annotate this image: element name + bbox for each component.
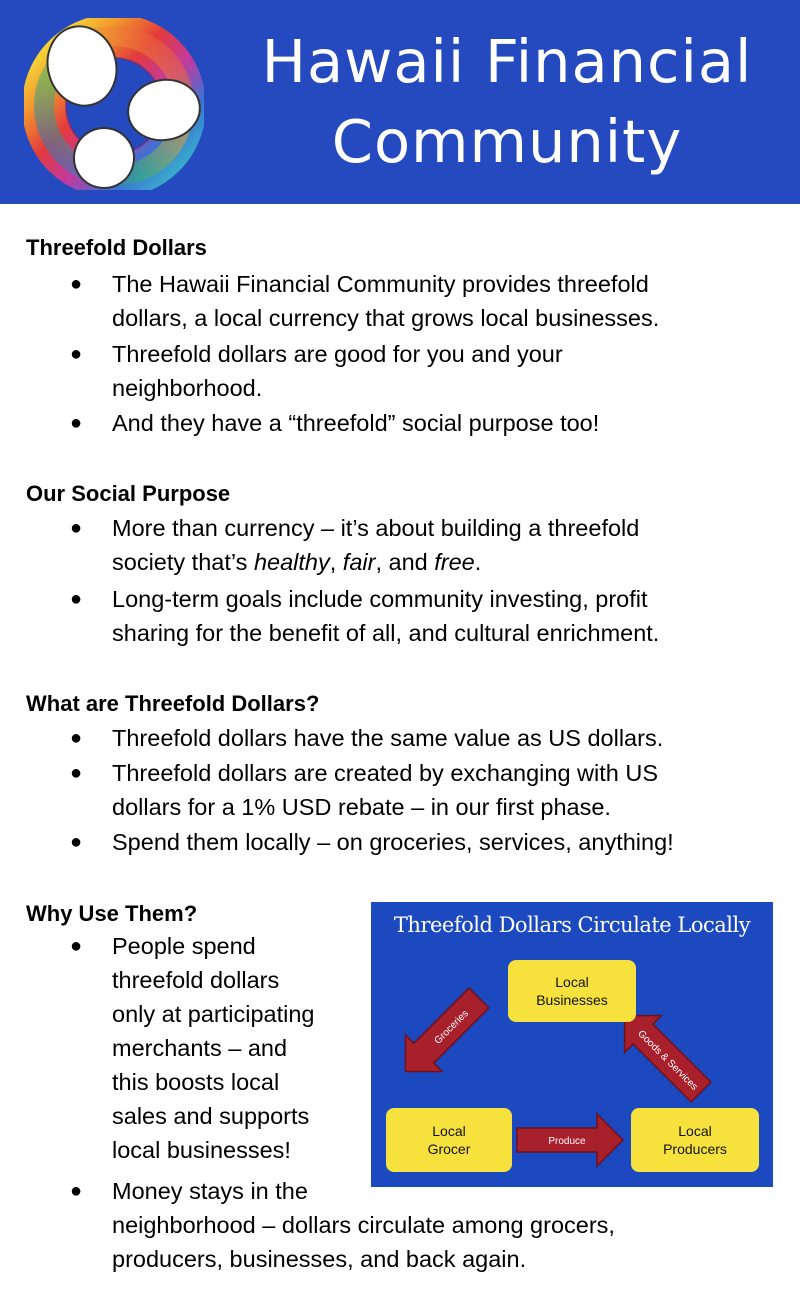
list-item: Threefold dollars are good for you and your neighborhood.	[112, 341, 563, 401]
hawaii-financial-community-logo-icon	[24, 18, 204, 190]
bullet-dot: ●	[70, 412, 83, 434]
bullet-dot: ●	[70, 727, 83, 749]
list-item: And they have a “threefold” social purpose too!	[112, 410, 600, 436]
bullet-dot: ●	[70, 588, 83, 610]
bullet-dot: ●	[70, 831, 83, 853]
node-local-businesses: Local Businesses	[508, 960, 636, 1022]
produce-label: Produce	[548, 1136, 586, 1147]
bullet-dot: ●	[70, 935, 83, 957]
section-heading-threefold-dollars: Threefold Dollars	[26, 235, 207, 260]
produce-arrow	[517, 1114, 623, 1166]
title-line-1: Hawaii Financial	[261, 27, 753, 96]
list-item: Spend them locally – on groceries, services, anything!	[112, 829, 674, 855]
list-item: People spend threefold dollars only at participating merchants – and this boosts local sales and supports local businesses!	[112, 933, 315, 1163]
section-heading-social-purpose: Our Social Purpose	[26, 481, 231, 506]
bullet-dot: ●	[70, 273, 83, 295]
groceries-label: Groceries	[432, 1008, 471, 1047]
circulation-diagram	[371, 902, 773, 1187]
groceries-arrow	[387, 980, 497, 1090]
bullet-dot: ●	[70, 517, 83, 539]
list-item: More than currency – it’s about building a threefold society that’s healthy, fair, and free.	[112, 515, 640, 575]
page-title	[222, 22, 792, 182]
node-local-grocer: Local Grocer	[386, 1108, 512, 1172]
bullet-dot: ●	[70, 762, 83, 784]
list-item: Threefold dollars have the same value as US dollars.	[112, 725, 664, 751]
goods-services-label: Goods & Services	[635, 1028, 700, 1093]
list-item: Money stays in the neighborhood – dollars circulate among grocers, producers, businesses, and back again.	[112, 1178, 615, 1272]
header-banner	[0, 0, 800, 204]
title-line-2: Community	[331, 107, 683, 176]
diagram-title: Threefold Dollars Circulate Locally	[393, 913, 751, 937]
section-heading-what-are: What are Threefold Dollars?	[26, 691, 320, 716]
node-local-producers: Local Producers	[631, 1108, 759, 1172]
list-item: Threefold dollars are created by exchanging with US dollars for a 1% USD rebate – in our first phase.	[112, 760, 659, 820]
bullet-dot: ●	[70, 1180, 83, 1202]
list-item: Long-term goals include community investing, profit sharing for the benefit of all, and cultural enrichment.	[112, 586, 660, 646]
section-heading-why-use: Why Use Them?	[26, 901, 198, 926]
list-item: The Hawaii Financial Community provides threefold dollars, a local currency that grows local businesses.	[112, 271, 660, 331]
bullet-dot: ●	[70, 343, 83, 365]
